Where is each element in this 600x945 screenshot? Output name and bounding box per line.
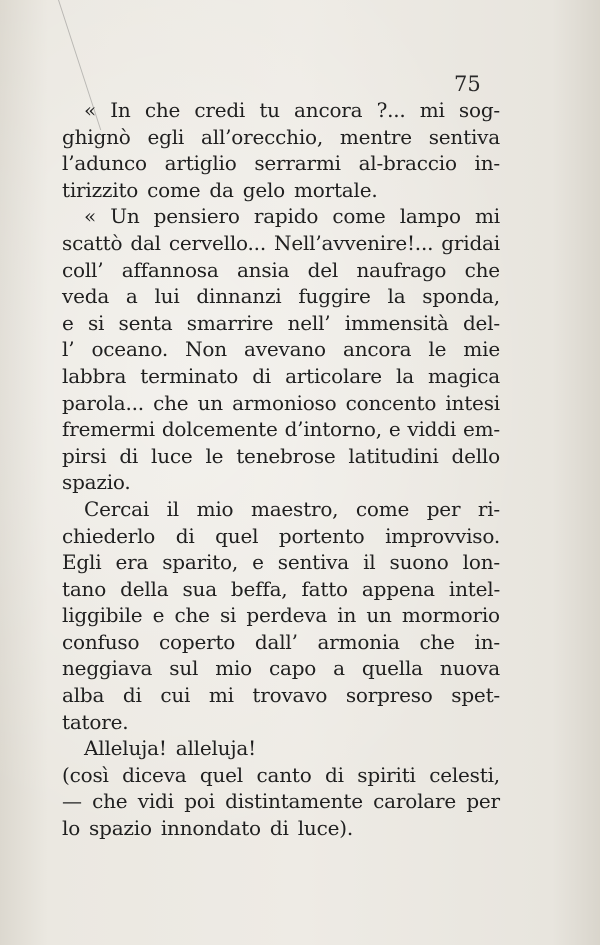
text-line: l’ oceano. Non avevano ancora le mie <box>62 337 500 362</box>
text-line: parola... che un armonioso concento intesi <box>62 390 500 415</box>
text-line: ghignò egli all’orecchio, mentre sentiva <box>62 124 500 149</box>
text-line: scattò dal cervello... Nell’avvenire!... gridai <box>62 230 500 255</box>
body-text <box>62 97 500 842</box>
text-line: tirizzito come da gelo mortale. <box>62 177 378 202</box>
text-line: alba di cui mi trovavo sorpreso spet- <box>62 683 500 708</box>
text-line: coll’ affannosa ansia del naufrago che <box>62 257 500 282</box>
text-line: neggiava sul mio capo a quella nuova <box>62 656 500 681</box>
text-line: spazio. <box>62 470 131 495</box>
text-line: (così diceva quel canto di spiriti celesti, <box>62 762 500 787</box>
text-line: pirsi di luce le tenebrose latitudini dello <box>62 443 500 468</box>
text-line: Cercai il mio maestro, come per ri- <box>84 496 500 521</box>
text-line: fremermi dolcemente d’intorno, e viddi em- <box>62 417 500 442</box>
text-line: « In che credi tu ancora ?... mi sog- <box>84 98 500 122</box>
page-number: 75 <box>454 72 481 96</box>
text-line: — che vidi poi distintamente carolare per <box>62 789 500 814</box>
text-line: l’adunco artiglio serrarmi al-braccio in- <box>62 151 500 176</box>
text-line: « Un pensiero rapido come lampo mi <box>84 204 500 229</box>
text-line: labbra terminato di articolare la magica <box>62 363 500 388</box>
text-line: confuso coperto dall’ armonia che in- <box>62 629 500 654</box>
text-line: veda a lui dinnanzi fuggire la sponda, <box>62 284 500 309</box>
text-line: tatore. <box>62 709 129 734</box>
text-line: tano della sua beffa, fatto appena intel- <box>62 576 500 601</box>
text-line: lo spazio innondato di luce). <box>62 816 353 841</box>
text-line: chiederlo di quel portento improvviso. <box>62 523 500 548</box>
text-line: Egli era sparito, e sentiva il suono lon- <box>62 550 500 575</box>
text-line: e si senta smarrire nell’ immensità del- <box>62 310 500 335</box>
text-line: Alleluja! alleluja! <box>84 736 256 761</box>
text-line: liggibile e che si perdeva in un mormorio <box>62 603 500 628</box>
